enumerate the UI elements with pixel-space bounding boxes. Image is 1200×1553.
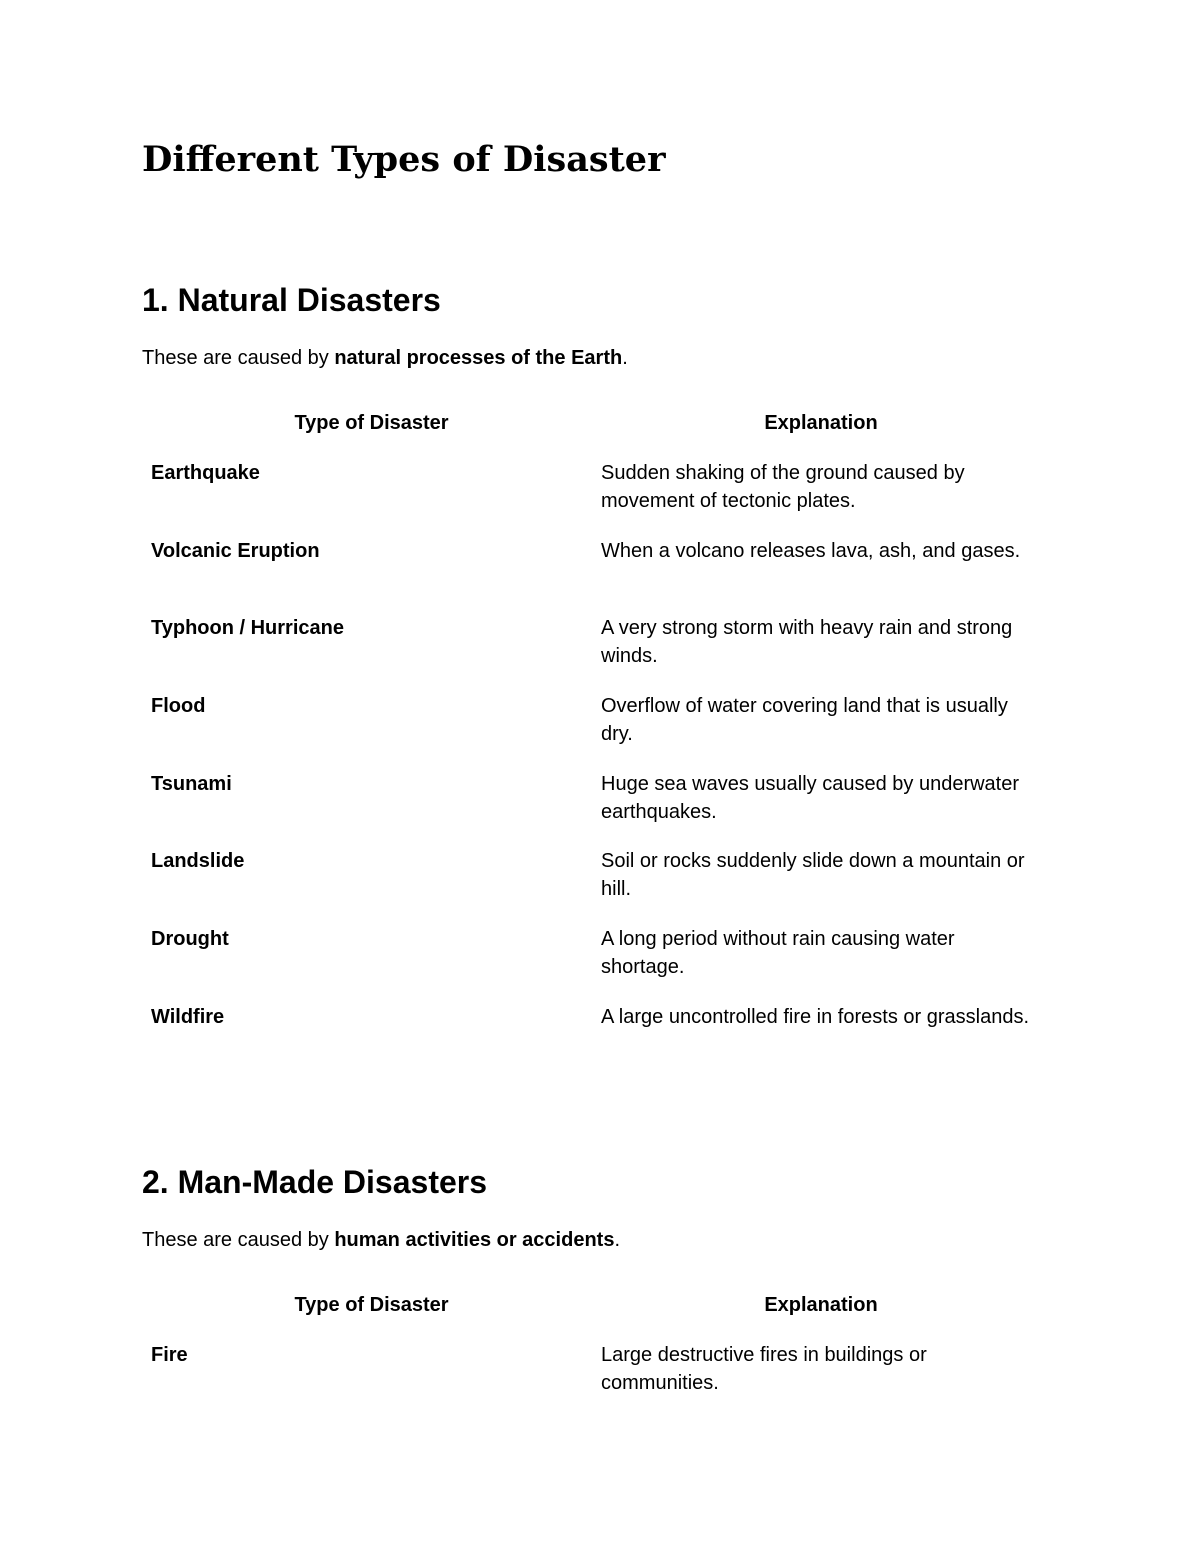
column-header-explanation: Explanation [764, 1294, 878, 1316]
intro-emphasis: natural processes of the Earth [334, 347, 623, 369]
table-row [142, 925, 1052, 1003]
section-heading: 2. Man-Made Disasters [142, 1164, 488, 1200]
disaster-explanation: When a volcano releases lava, ash, and gases. [601, 539, 1021, 562]
disaster-type: Flood [151, 695, 206, 718]
disaster-explanation: Huge sea waves usually caused by underwater earthquakes. [601, 772, 1020, 823]
section-intro [142, 1226, 1062, 1254]
disaster-explanation: Large destructive fires in buildings or communities. [601, 1344, 927, 1394]
disaster-type: Earthquake [151, 462, 260, 484]
disaster-type: Drought [151, 928, 229, 951]
disaster-type: Volcanic Eruption [151, 539, 320, 562]
disaster-explanation: Soil or rocks suddenly slide down a mountain or hill. [601, 850, 1025, 901]
disaster-type: Landslide [151, 850, 245, 873]
column-header-type: Type of Disaster [294, 1294, 449, 1316]
disaster-explanation: Overflow of water covering land that is usually dry. [601, 695, 1008, 746]
table-row [142, 770, 1052, 848]
table-row [142, 614, 1052, 692]
disaster-explanation: Sudden shaking of the ground caused by movement of tectonic plates. [601, 462, 965, 512]
table-row [142, 1003, 1052, 1081]
disaster-explanation: A large uncontrolled fire in forests or grasslands. [601, 1005, 1029, 1028]
table-row [142, 847, 1052, 925]
section-intro [142, 344, 1062, 372]
natural-disasters-section [142, 280, 1062, 1081]
man-made-disasters-table [142, 1291, 1052, 1419]
natural-disasters-table [142, 409, 1052, 1081]
intro-text: These are caused by [142, 347, 335, 369]
document-title: Different Types of Disaster [142, 139, 666, 180]
man-made-disasters-section [142, 1162, 1062, 1419]
disaster-explanation: A long period without rain causing water shortage. [601, 928, 955, 979]
table-row [142, 459, 1052, 537]
column-header-explanation: Explanation [764, 412, 878, 434]
table-row [142, 537, 1052, 615]
section-heading: 1. Natural Disasters [142, 282, 441, 318]
disaster-type: Wildfire [151, 1005, 225, 1028]
intro-punctuation: . [614, 1229, 621, 1251]
disaster-type: Typhoon / Hurricane [151, 617, 344, 640]
disaster-explanation: A very strong storm with heavy rain and strong winds. [601, 617, 1013, 668]
table-row [142, 692, 1052, 770]
intro-emphasis: human activities or accidents [334, 1229, 615, 1251]
table-row [142, 1341, 1052, 1419]
table-header-row [142, 409, 1052, 459]
column-header-type: Type of Disaster [294, 412, 449, 434]
intro-text: These are caused by [142, 1229, 335, 1251]
disaster-type: Fire [151, 1344, 188, 1366]
table-header-row [142, 1291, 1052, 1341]
disaster-type: Tsunami [151, 772, 232, 795]
intro-punctuation: . [622, 347, 628, 369]
